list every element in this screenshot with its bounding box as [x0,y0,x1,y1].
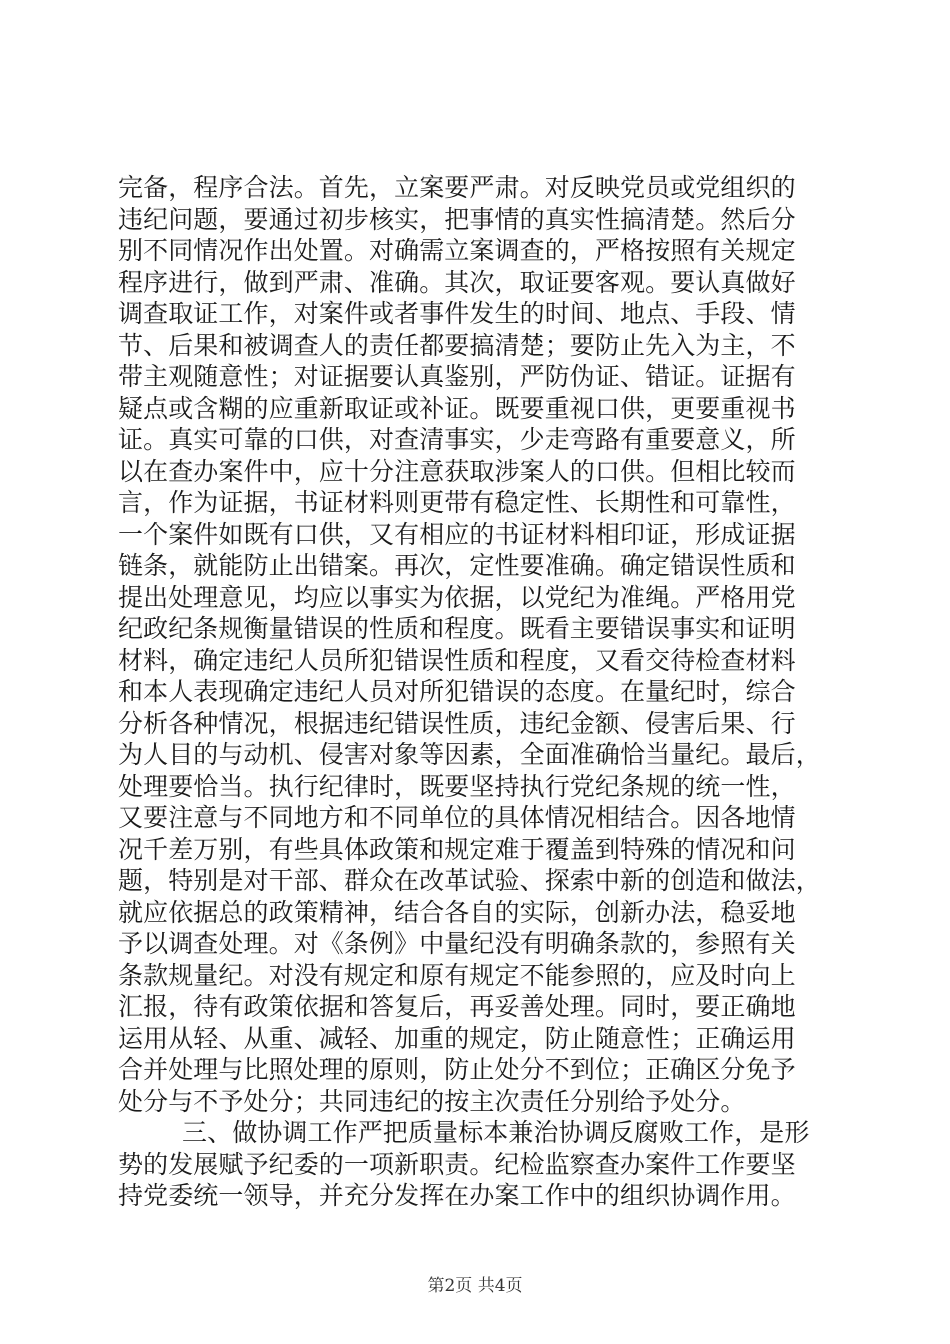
text-line: 程序进行，做到严肃、准确。其次，取证要客观。要认真做好 [118,267,796,297]
text-line: 题，特别是对干部、群众在改革试验、探索中新的创造和做法， [118,866,821,895]
page-number-footer: 第2页 共4页 [427,1276,523,1296]
text-line: 又要注意与不同地方和不同单位的具体情况相结合。因各地情 [118,803,796,832]
text-line: 分析各种情况，根据违纪错误性质，违纪金额、侵害后果、行 [118,708,796,738]
text-line: 条款规量纪。对没有规定和原有规定不能参照的，应及时向上 [118,960,796,990]
text-line: 提出处理意见，均应以事实为依据，以党纪为准绳。严格用党 [118,582,796,612]
text-line: 以在查办案件中，应十分注意获取涉案人的口供。但相比较而 [118,456,796,486]
body-text [118,172,838,1212]
text-line: 疑点或含糊的应重新取证或补证。既要重视口供，更要重视书 [118,393,796,423]
text-line: 完备，程序合法。首先，立案要严肃。对反映党员或党组织的 [118,173,796,202]
text-line: 为人目的与动机、侵害对象等因素，全面准确恰当量纪。最后， [118,740,821,769]
paragraph-start-line: 三、做协调工作严把质量标本兼治协调反腐败工作，是形 [182,1118,810,1147]
text-line: 处理要恰当。执行纪律时，既要坚持执行党纪条规的统一性， [118,771,796,801]
text-line: 持党委统一领导，并充分发挥在办案工作中的组织协调作用。 [118,1181,796,1210]
text-line: 带主观随意性；对证据要认真鉴别，严防伪证、错证。证据有 [118,362,796,391]
text-line: 纪政纪条规衡量错误的性质和程度。既看主要错误事实和证明 [118,614,796,643]
text-line: 况千差万别，有些具体政策和规定难于覆盖到特殊的情况和问 [118,834,796,864]
text-line: 合并处理与比照处理的原则，防止处分不到位；正确区分免予 [118,1055,796,1084]
text-line: 别不同情况作出处置。对确需立案调查的，严格按照有关规定 [118,236,796,265]
text-line: 链条，就能防止出错案。再次，定性要准确。确定错误性质和 [118,551,796,580]
text-line: 调查取证工作，对案件或者事件发生的时间、地点、手段、情 [118,299,796,328]
text-line: 材料，确定违纪人员所犯错误性质和程度，又看交待检查材料 [118,645,796,675]
text-line: 节、后果和被调查人的责任都要搞清楚；要防止先入为主，不 [118,330,796,360]
text-line: 违纪问题，要通过初步核实，把事情的真实性搞清楚。然后分 [118,204,796,234]
text-line: 就应依据总的政策精神，结合各自的实际，创新办法，稳妥地 [118,897,796,927]
text-line: 证。真实可靠的口供，对查清事实，少走弯路有重要意义，所 [118,425,796,454]
text-line: 予以调查处理。对《条例》中量纪没有明确条款的，参照有关 [118,929,796,958]
text-line: 一个案件如既有口供，又有相应的书证材料相印证，形成证据 [118,519,796,549]
text-line: 言，作为证据，书证材料则更带有稳定性、长期性和可靠性， [118,488,796,517]
text-line: 运用从轻、从重、减轻、加重的规定，防止随意性；正确运用 [118,1023,796,1053]
text-line: 势的发展赋予纪委的一项新职责。纪检监察查办案件工作要坚 [118,1149,796,1179]
text-line: 和本人表现确定违纪人员对所犯错误的态度。在量纪时，综合 [118,677,796,706]
text-line: 处分与不予处分；共同违纪的按主次责任分别给予处分。 [118,1086,746,1116]
text-line: 汇报，待有政策依据和答复后，再妥善处理。同时，要正确地 [118,992,796,1021]
